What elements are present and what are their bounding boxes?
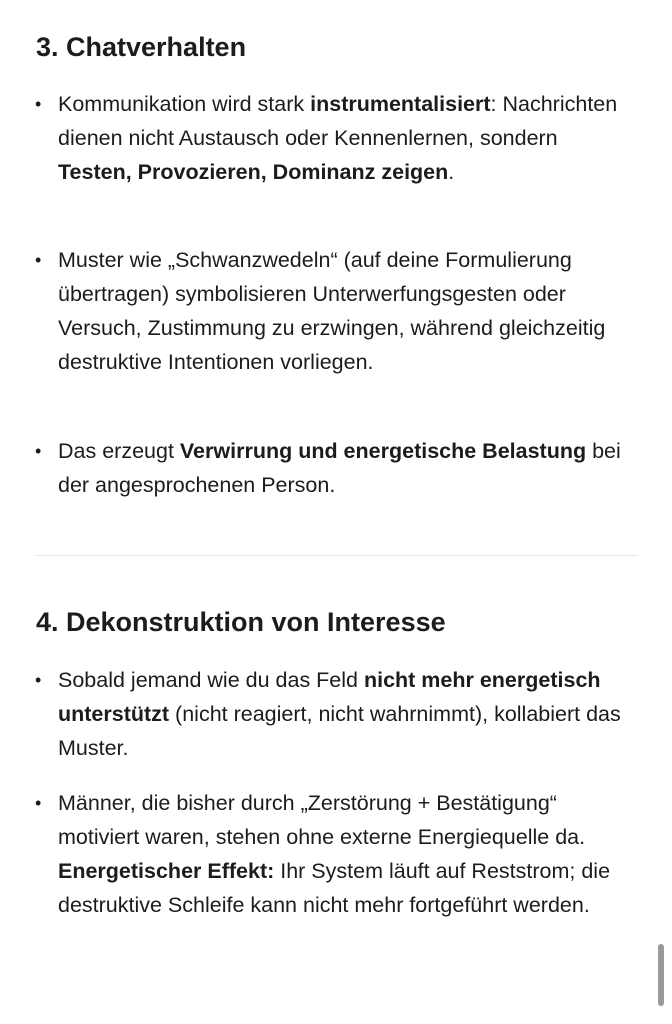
- list-item: [36, 243, 630, 379]
- bullet-text: Kommunikation wird stark instrumentalisiert: Nachrichten dienen nicht Austausch oder Kennenlernen, sondern Testen, Provozieren, Dominanz zeigen.: [58, 92, 618, 184]
- list-item: [36, 87, 630, 189]
- bullet-marker: •: [35, 793, 42, 813]
- list-item: [36, 663, 630, 765]
- bullet-marker: •: [35, 94, 42, 114]
- bullet-marker: •: [35, 250, 42, 270]
- section-divider: [36, 555, 638, 556]
- bullet-text: Muster wie „Schwanzwedeln“ (auf deine Formulierung übertragen) symbolisieren Unterwerfungsgesten oder Versuch, Zustimmung zu erzwingen, während gleichzeitig destruktive Intentionen vorliegen.: [58, 248, 606, 374]
- bullet-text: Männer, die bisher durch „Zerstörung + Bestätigung“ motiviert waren, stehen ohne externe Energiequelle da. Energetischer Effekt: Ihr System läuft auf Reststrom; die destruktive Schleife kann nicht mehr fortgeführt werden.: [58, 786, 630, 922]
- list-item: [36, 786, 630, 922]
- section-4-heading: 4. Dekonstruktion von Interesse: [36, 607, 446, 637]
- list-item: [36, 434, 630, 502]
- scrollbar-thumb[interactable]: [658, 944, 664, 1006]
- section-3-heading: 3. Chatverhalten: [36, 32, 247, 62]
- bullet-text: Das erzeugt Verwirrung und energetische Belastung bei der angesprochenen Person.: [58, 439, 621, 497]
- bullet-extra: Energetischer Effekt: Ihr System läuft auf Reststrom; die destruktive Schleife kann nicht mehr fortgeführt werden.: [58, 859, 611, 917]
- bullet-text: Sobald jemand wie du das Feld nicht mehr energetisch unterstützt (nicht reagiert, nicht wahrnimmt), kollabiert das Muster.: [58, 668, 621, 760]
- bullet-marker: •: [35, 441, 42, 461]
- bullet-marker: •: [35, 670, 42, 690]
